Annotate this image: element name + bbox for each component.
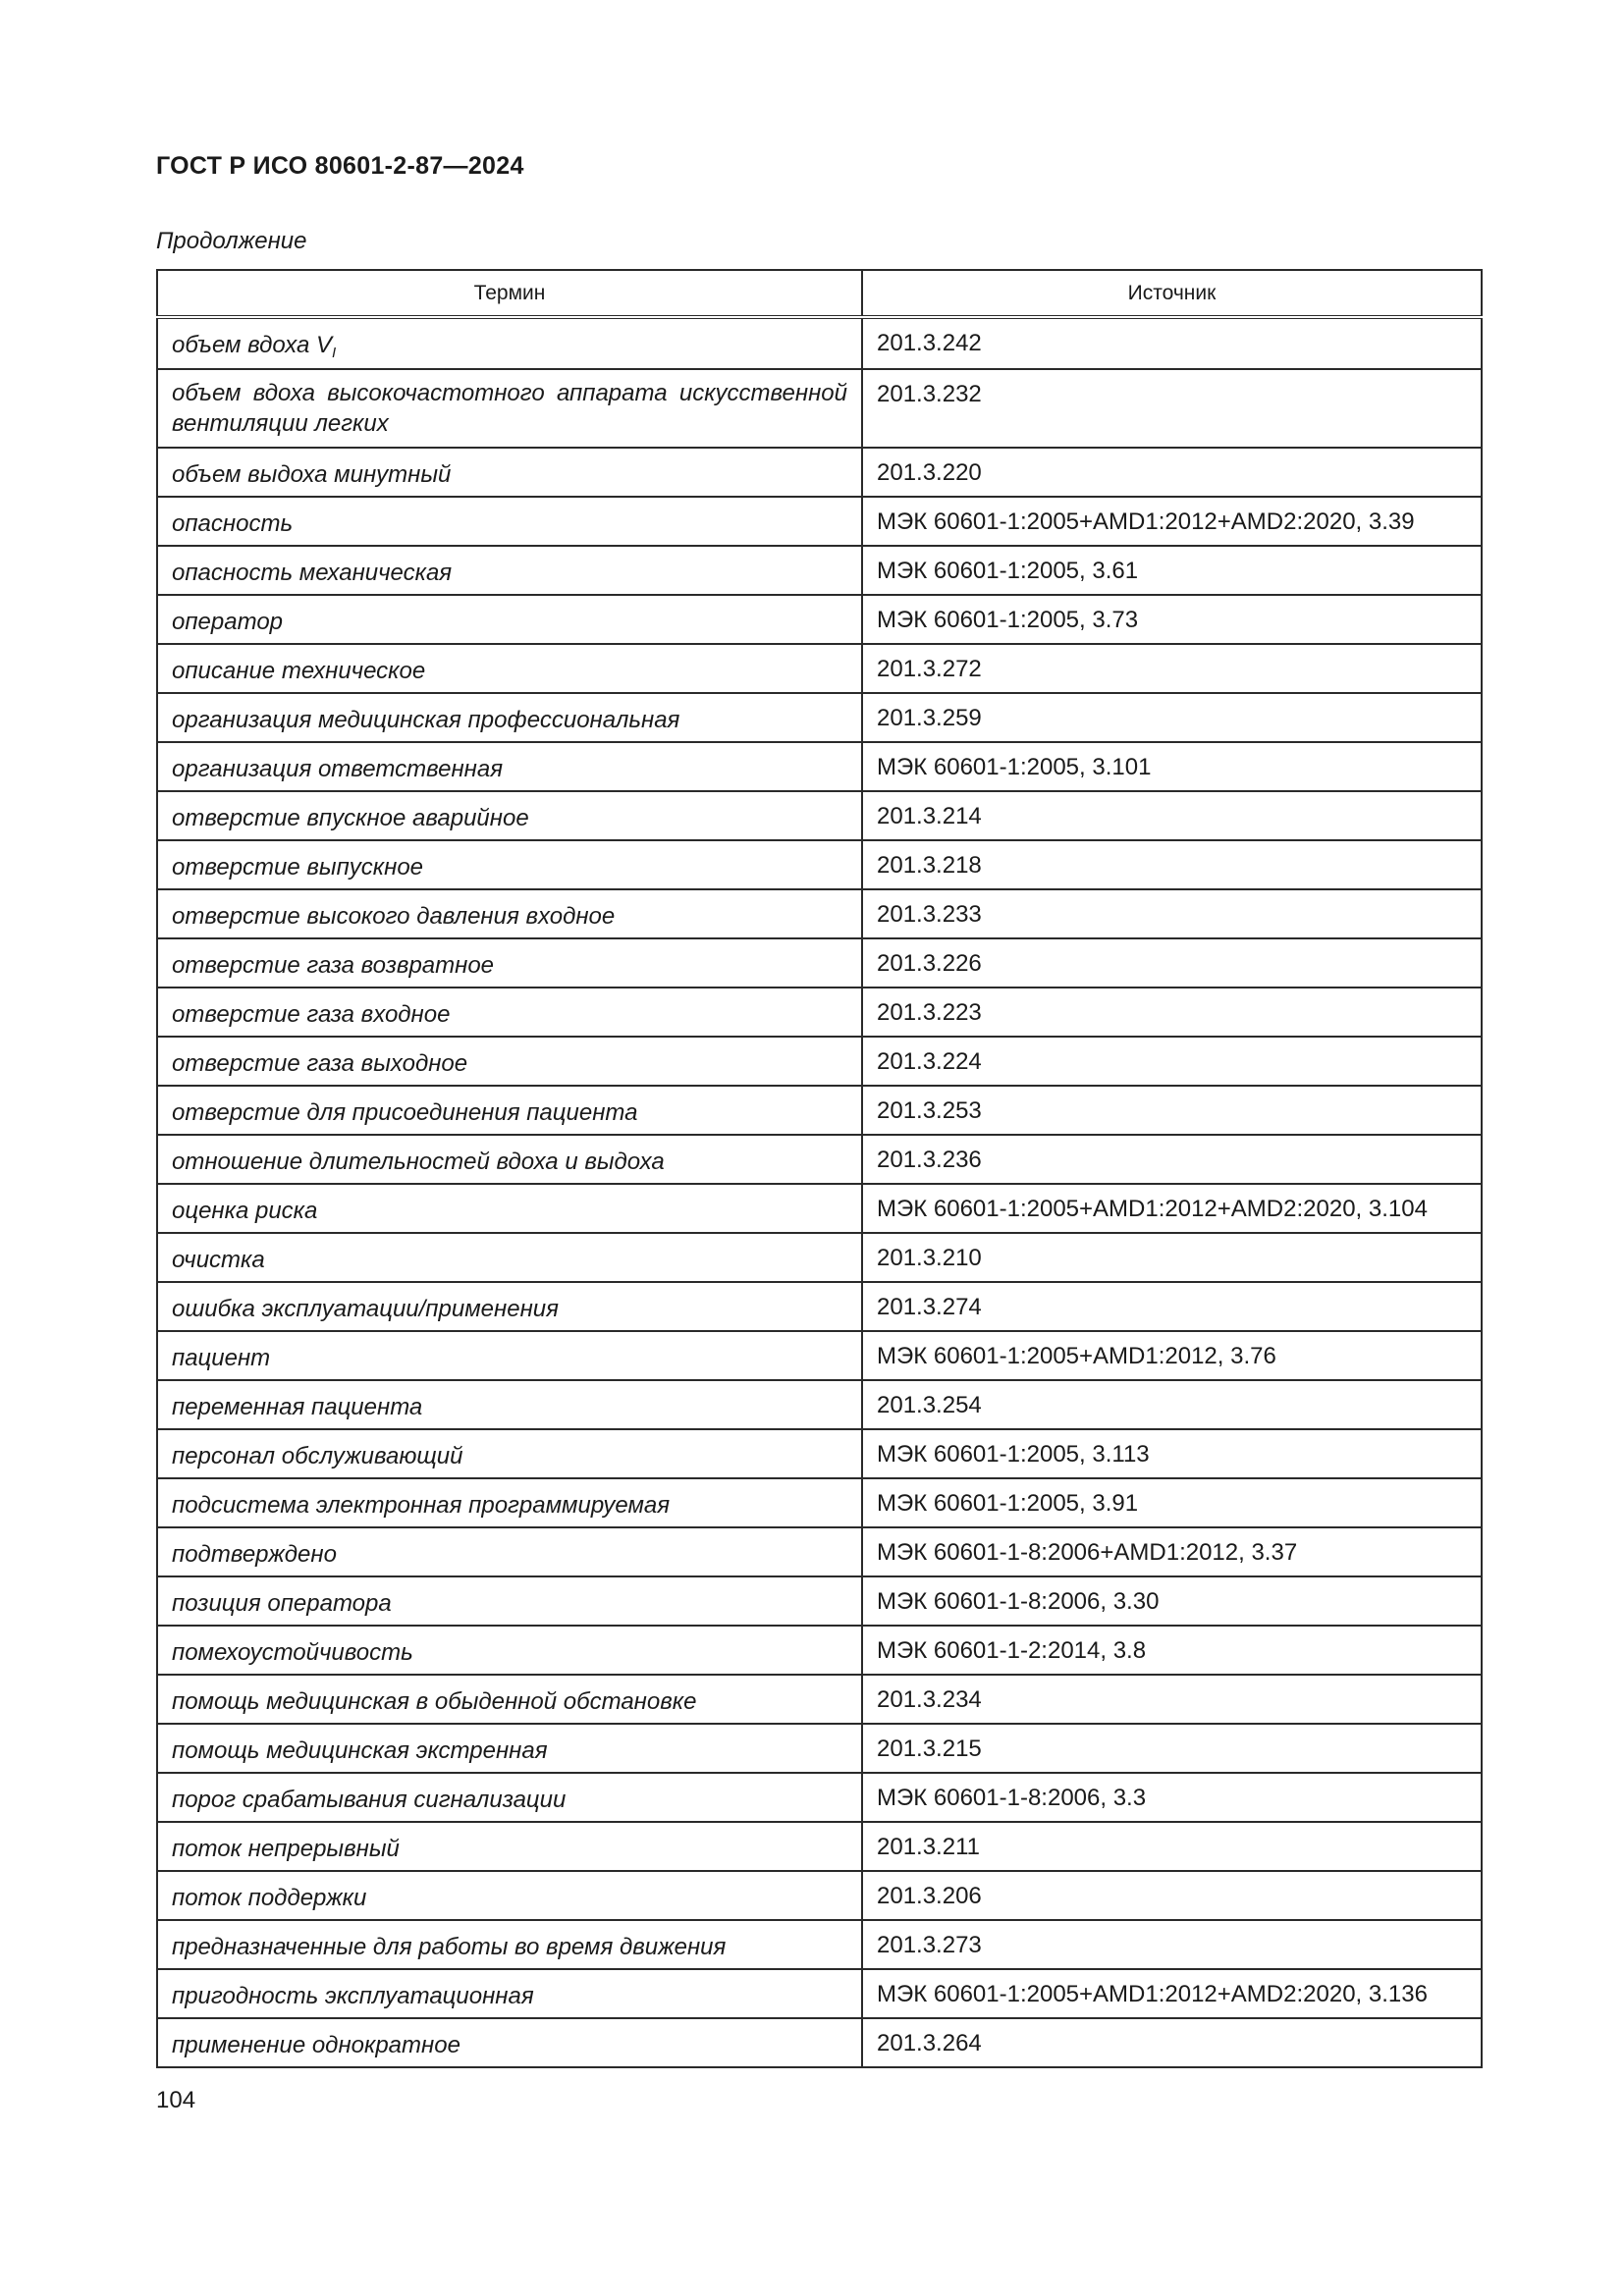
terms-table-body [157, 317, 1482, 2067]
table-row [157, 791, 1482, 840]
table-row [157, 1282, 1482, 1331]
source-cell: 201.3.236 [862, 1135, 1482, 1184]
source-cell: 201.3.274 [862, 1282, 1482, 1331]
source-cell: 201.3.273 [862, 1920, 1482, 1969]
table-row [157, 1086, 1482, 1135]
table-row [157, 1576, 1482, 1626]
table-row [157, 988, 1482, 1037]
term-cell: позиция оператора [157, 1576, 862, 1626]
source-cell: МЭК 60601-1-2:2014, 3.8 [862, 1626, 1482, 1675]
term-cell: опасность [157, 497, 862, 546]
source-cell: 201.3.242 [862, 317, 1482, 369]
term-cell: подтверждено [157, 1527, 862, 1576]
source-cell: МЭК 60601-1-8:2006, 3.30 [862, 1576, 1482, 1626]
source-cell: 201.3.211 [862, 1822, 1482, 1871]
table-row [157, 595, 1482, 644]
source-cell: 201.3.223 [862, 988, 1482, 1037]
table-header-row [157, 270, 1482, 317]
source-cell: МЭК 60601-1:2005+AMD1:2012+AMD2:2020, 3.39 [862, 497, 1482, 546]
table-row [157, 1478, 1482, 1527]
source-cell: МЭК 60601-1:2005+AMD1:2012+AMD2:2020, 3.136 [862, 1969, 1482, 2018]
table-row [157, 1184, 1482, 1233]
source-cell: МЭК 60601-1-8:2006+AMD1:2012, 3.37 [862, 1527, 1482, 1576]
source-cell: 201.3.220 [862, 448, 1482, 497]
table-row [157, 2018, 1482, 2067]
continuation-label: Продолжение [156, 228, 307, 254]
source-cell: 201.3.272 [862, 644, 1482, 693]
table-row [157, 1331, 1482, 1380]
source-cell: 201.3.234 [862, 1675, 1482, 1724]
source-cell: 201.3.264 [862, 2018, 1482, 2067]
term-cell: поток поддержки [157, 1871, 862, 1920]
page-number: 104 [156, 2087, 196, 2113]
term-cell: предназначенные для работы во время движения [157, 1920, 862, 1969]
table-row [157, 369, 1482, 448]
table-row [157, 1675, 1482, 1724]
term-subscript: I [332, 345, 337, 361]
table-row [157, 840, 1482, 889]
table-row [157, 1380, 1482, 1429]
term-cell: поток непрерывный [157, 1822, 862, 1871]
table-row [157, 1037, 1482, 1086]
term-cell: отверстие для присоединения пациента [157, 1086, 862, 1135]
table-row [157, 546, 1482, 595]
term-cell [157, 317, 862, 369]
term-cell: персонал обслуживающий [157, 1429, 862, 1478]
table-row [157, 1527, 1482, 1576]
source-cell: 201.3.226 [862, 938, 1482, 988]
source-cell: МЭК 60601-1:2005+AMD1:2012+AMD2:2020, 3.104 [862, 1184, 1482, 1233]
term-cell: отверстие газа входное [157, 988, 862, 1037]
term-cell: отверстие выпускное [157, 840, 862, 889]
table-row [157, 889, 1482, 938]
term-cell: отношение длительностей вдоха и выдоха [157, 1135, 862, 1184]
term-cell: оператор [157, 595, 862, 644]
table-row [157, 448, 1482, 497]
source-cell: МЭК 60601-1:2005+AMD1:2012, 3.76 [862, 1331, 1482, 1380]
source-cell: 201.3.215 [862, 1724, 1482, 1773]
term-cell: отверстие высокого давления входное [157, 889, 862, 938]
term-cell: переменная пациента [157, 1380, 862, 1429]
table-row [157, 938, 1482, 988]
term-cell: помощь медицинская экстренная [157, 1724, 862, 1773]
table-row [157, 1724, 1482, 1773]
term-cell: помощь медицинская в обыденной обстановке [157, 1675, 862, 1724]
term-cell: отверстие впускное аварийное [157, 791, 862, 840]
term-cell: ошибка эксплуатации/применения [157, 1282, 862, 1331]
term-cell: очистка [157, 1233, 862, 1282]
table-row [157, 1969, 1482, 2018]
table-row [157, 742, 1482, 791]
source-cell: МЭК 60601-1-8:2006, 3.3 [862, 1773, 1482, 1822]
source-cell: 201.3.224 [862, 1037, 1482, 1086]
table-row [157, 497, 1482, 546]
table-row [157, 1822, 1482, 1871]
source-cell: МЭК 60601-1:2005, 3.73 [862, 595, 1482, 644]
source-cell: 201.3.233 [862, 889, 1482, 938]
source-cell: 201.3.210 [862, 1233, 1482, 1282]
table-row [157, 644, 1482, 693]
term-text: объем вдоха V [172, 332, 332, 358]
source-cell: 201.3.206 [862, 1871, 1482, 1920]
term-cell: пригодность эксплуатационная [157, 1969, 862, 2018]
term-cell: описание техническое [157, 644, 862, 693]
term-cell: организация медицинская профессиональная [157, 693, 862, 742]
term-cell: объем вдоха высокочастотного аппарата искусственной вентиляции легких [157, 369, 862, 448]
term-cell: объем выдоха минутный [157, 448, 862, 497]
term-cell: отверстие газа выходное [157, 1037, 862, 1086]
table-row [157, 693, 1482, 742]
source-cell: 201.3.214 [862, 791, 1482, 840]
table-row [157, 1920, 1482, 1969]
term-cell: применение однократное [157, 2018, 862, 2067]
term-cell: опасность механическая [157, 546, 862, 595]
term-cell: помехоустойчивость [157, 1626, 862, 1675]
table-row [157, 317, 1482, 369]
column-header-source: Источник [862, 270, 1482, 317]
source-cell: 201.3.218 [862, 840, 1482, 889]
column-header-term: Термин [157, 270, 862, 317]
term-cell: оценка риска [157, 1184, 862, 1233]
source-cell: МЭК 60601-1:2005, 3.101 [862, 742, 1482, 791]
term-cell: порог срабатывания сигнализации [157, 1773, 862, 1822]
source-cell: 201.3.232 [862, 369, 1482, 448]
table-row [157, 1773, 1482, 1822]
term-cell: пациент [157, 1331, 862, 1380]
table-row [157, 1233, 1482, 1282]
source-cell: 201.3.254 [862, 1380, 1482, 1429]
terms-table [156, 269, 1483, 2068]
table-row [157, 1135, 1482, 1184]
source-cell: МЭК 60601-1:2005, 3.61 [862, 546, 1482, 595]
term-cell: отверстие газа возвратное [157, 938, 862, 988]
table-row [157, 1871, 1482, 1920]
document-title: ГОСТ Р ИСО 80601-2-87—2024 [156, 152, 524, 180]
table-row [157, 1626, 1482, 1675]
source-cell: МЭК 60601-1:2005, 3.91 [862, 1478, 1482, 1527]
source-cell: 201.3.253 [862, 1086, 1482, 1135]
source-cell: 201.3.259 [862, 693, 1482, 742]
term-cell: подсистема электронная программируемая [157, 1478, 862, 1527]
table-row [157, 1429, 1482, 1478]
source-cell: МЭК 60601-1:2005, 3.113 [862, 1429, 1482, 1478]
term-cell: организация ответственная [157, 742, 862, 791]
